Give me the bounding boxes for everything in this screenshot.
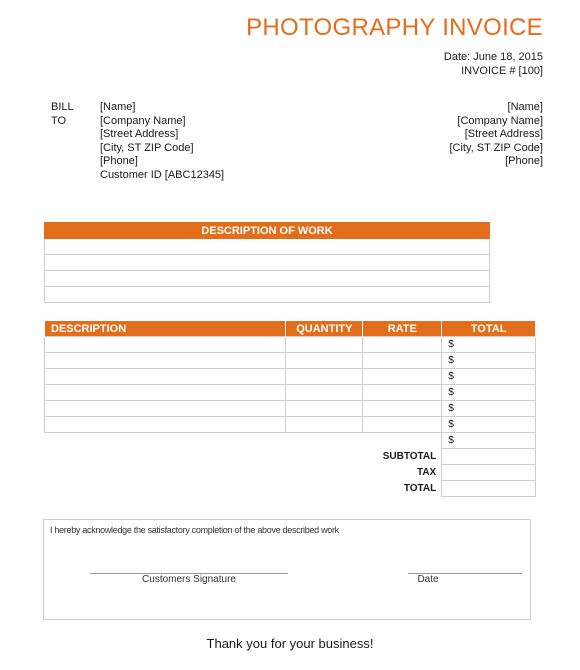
total-cell[interactable]: $ <box>442 385 536 401</box>
quantity-cell[interactable] <box>286 401 363 417</box>
subtotal-row <box>45 449 536 465</box>
total-column-header: TOTAL <box>442 321 536 337</box>
quantity-cell[interactable] <box>286 369 363 385</box>
work-row[interactable] <box>45 255 490 271</box>
table-row <box>45 401 536 417</box>
table-row <box>45 417 536 433</box>
from-street: [Street Address] <box>464 128 543 140</box>
total-cell[interactable]: $ <box>442 417 536 433</box>
description-cell[interactable] <box>45 417 286 433</box>
work-row[interactable] <box>45 287 490 303</box>
description-cell[interactable] <box>45 369 286 385</box>
quantity-cell[interactable] <box>286 337 363 353</box>
date-label: Date <box>417 574 439 585</box>
thank-you-message: Thank you for your business! <box>206 636 374 651</box>
quantity-column-header: QUANTITY <box>286 321 363 337</box>
table-row <box>45 385 536 401</box>
to-label: TO <box>51 114 67 127</box>
from-name: [Name] <box>507 101 543 113</box>
description-cell[interactable] <box>45 401 286 417</box>
rate-cell[interactable] <box>363 369 442 385</box>
rate-column-header: RATE <box>363 321 442 337</box>
description-column-header: DESCRIPTION <box>45 321 286 337</box>
from-city: [City, ST ZIP Code] <box>449 141 543 154</box>
bill-to-city: [City, ST ZIP Code] <box>100 141 194 154</box>
acknowledgement-box <box>43 519 531 620</box>
total-cell[interactable]: $ <box>442 369 536 385</box>
rate-cell[interactable] <box>363 417 442 433</box>
bill-to-street: [Street Address] <box>100 128 179 140</box>
description-of-work-table <box>44 222 490 303</box>
description-cell[interactable] <box>45 353 286 369</box>
rate-cell[interactable] <box>363 337 442 353</box>
from-phone: [Phone] <box>505 155 543 167</box>
total-label: TOTAL <box>403 483 437 494</box>
table-row <box>45 337 536 353</box>
invoice-number: INVOICE # [100] <box>461 65 543 77</box>
invoice-title: PHOTOGRAPHY INVOICE <box>246 14 543 41</box>
table-row <box>45 369 536 385</box>
bill-to-customer-id: Customer ID [ABC12345] <box>100 168 225 181</box>
bill-to-address <box>100 101 224 182</box>
tax-row <box>45 465 536 481</box>
tax-label: TAX <box>416 467 437 478</box>
total-cell[interactable]: $ <box>442 337 536 353</box>
signature-label: Customers Signature <box>142 574 236 585</box>
rate-cell[interactable] <box>363 353 442 369</box>
bill-to-name: [Name] <box>100 101 136 113</box>
description-of-work-header: DESCRIPTION OF WORK <box>45 223 490 239</box>
total-cell[interactable]: $ <box>442 401 536 417</box>
rate-cell[interactable] <box>363 385 442 401</box>
subtotal-label: SUBTOTAL <box>382 451 437 462</box>
acknowledgement-text: I hereby acknowledge the satisfactory completion of the above described work <box>50 525 339 535</box>
total-cell[interactable]: $ <box>442 353 536 369</box>
total-cell[interactable]: $ <box>442 433 536 449</box>
description-cell[interactable] <box>45 337 286 353</box>
quantity-cell[interactable] <box>286 385 363 401</box>
work-row[interactable] <box>45 239 490 255</box>
bill-label: BILL <box>51 101 74 113</box>
work-row[interactable] <box>45 271 490 287</box>
quantity-cell[interactable] <box>286 353 363 369</box>
bill-to-company: [Company Name] <box>100 114 186 127</box>
description-cell[interactable] <box>45 385 286 401</box>
invoice-date: Date: June 18, 2015 <box>443 51 543 63</box>
from-address <box>449 101 543 169</box>
bill-to-label <box>51 101 74 128</box>
bill-to-phone: [Phone] <box>100 155 138 167</box>
total-value[interactable] <box>442 481 536 497</box>
total-row <box>45 481 536 497</box>
table-row <box>45 433 536 449</box>
quantity-cell[interactable] <box>286 417 363 433</box>
table-row <box>45 353 536 369</box>
from-company: [Company Name] <box>457 114 543 127</box>
subtotal-value[interactable] <box>442 449 536 465</box>
tax-value[interactable] <box>442 465 536 481</box>
items-table <box>44 321 536 497</box>
rate-cell[interactable] <box>363 401 442 417</box>
